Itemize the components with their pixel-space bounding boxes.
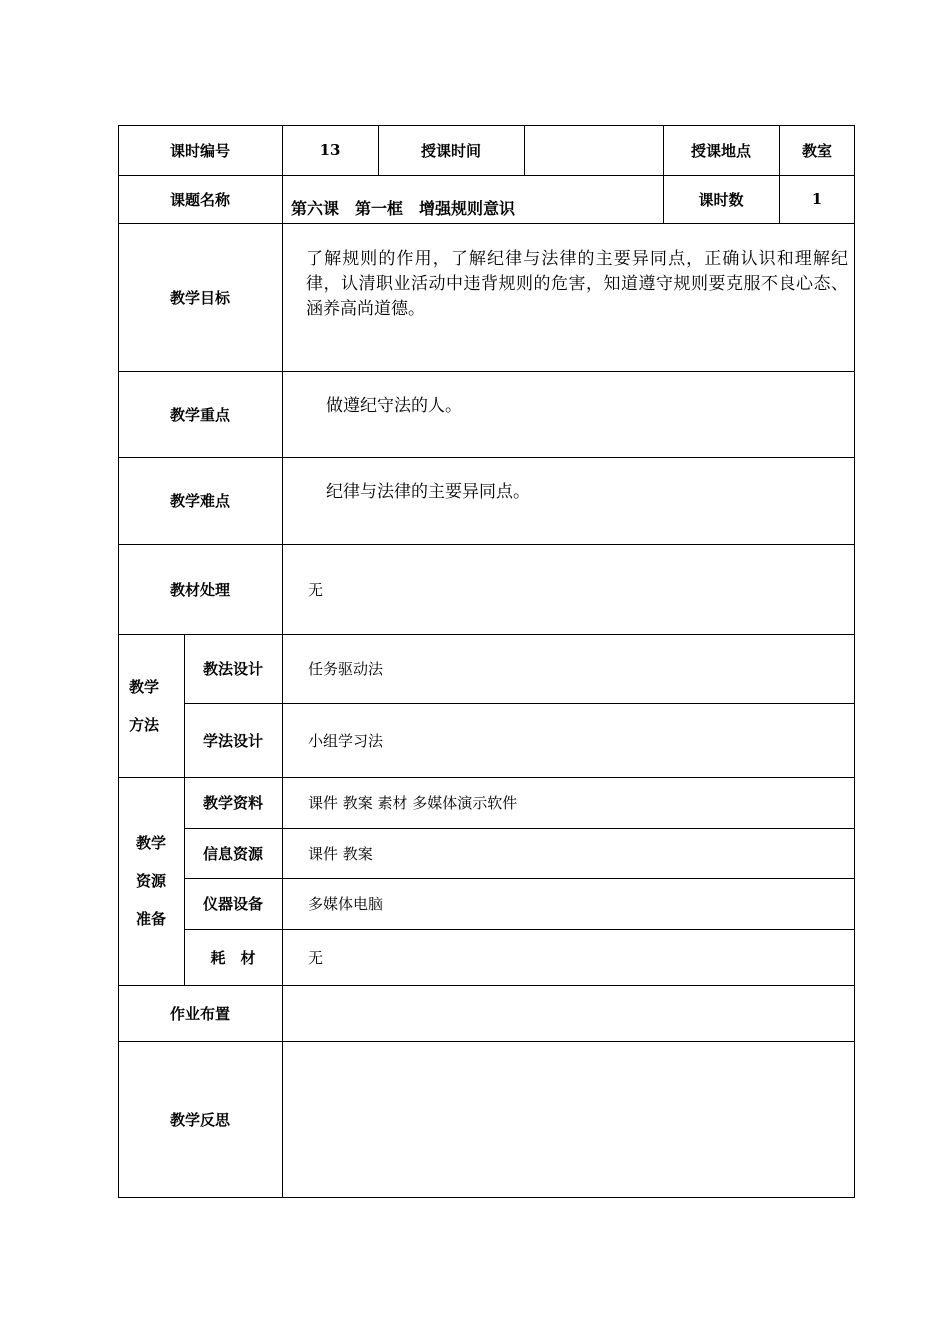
material-handling-label: 教材处理 — [169, 580, 230, 599]
resources-group-label-line2: 资源 — [135, 872, 166, 890]
class-time-value — [524, 125, 663, 175]
teaching-method-label: 教法设计 — [202, 660, 263, 678]
lesson-number-label: 课时编号 — [169, 141, 230, 160]
resource-item-value: 课件 教案 — [308, 844, 373, 863]
resource-item-label: 耗 材 — [210, 948, 256, 967]
lesson-number-value: 13 — [319, 141, 341, 159]
resources-group-label — [118, 777, 184, 985]
key-point-label: 教学重点 — [169, 405, 230, 424]
material-handling-value: 无 — [308, 580, 324, 599]
table-border-bottom — [118, 1197, 855, 1198]
topic-label: 课题名称 — [169, 190, 230, 209]
resource-item-value: 无 — [308, 948, 324, 967]
topic-title: 第六课 第一框 增强规则意识 — [291, 199, 516, 218]
key-point-text: 做遵纪守法的人。 — [326, 396, 462, 416]
hours-label: 课时数 — [698, 190, 744, 209]
difficulty-label: 教学难点 — [169, 492, 230, 510]
learning-method-label: 学法设计 — [202, 731, 263, 750]
methods-group-label-line2: 方法 — [128, 715, 159, 734]
learning-method-value: 小组学习法 — [308, 731, 384, 750]
objective-text: 了解规则的作用，了解纪律与法律的主要异同点，正确认识和理解纪律，认清职业活动中违背规则的危害，知道遵守规则要克服不良心态、涵养高尚道德。 — [306, 249, 848, 319]
resource-item-label: 信息资源 — [202, 844, 263, 863]
homework-label: 作业布置 — [169, 1004, 230, 1023]
class-time-label: 授课时间 — [420, 141, 481, 160]
methods-group-label — [118, 634, 170, 777]
class-place-label: 授课地点 — [690, 141, 751, 160]
homework-value — [282, 985, 854, 1041]
teaching-method-value: 任务驱动法 — [308, 660, 384, 678]
resource-item-label: 仪器设备 — [202, 895, 263, 913]
resource-item-label: 教学资料 — [202, 794, 263, 812]
difficulty-text: 纪律与法律的主要异同点。 — [326, 482, 530, 502]
reflection-label: 教学反思 — [169, 1110, 230, 1129]
resources-group-label-line1: 教学 — [135, 834, 166, 852]
methods-group-label-line1: 教学 — [128, 677, 159, 696]
table-border-right — [854, 125, 855, 1198]
class-place-value: 教室 — [801, 141, 832, 160]
resources-group-label-line3: 准备 — [135, 910, 166, 928]
objective-label: 教学目标 — [169, 288, 230, 307]
resource-item-value: 课件 教案 素材 多媒体演示软件 — [308, 794, 518, 812]
reflection-value — [282, 1041, 854, 1197]
hours-value: 1 — [811, 190, 823, 208]
resource-item-value: 多媒体电脑 — [308, 895, 384, 913]
